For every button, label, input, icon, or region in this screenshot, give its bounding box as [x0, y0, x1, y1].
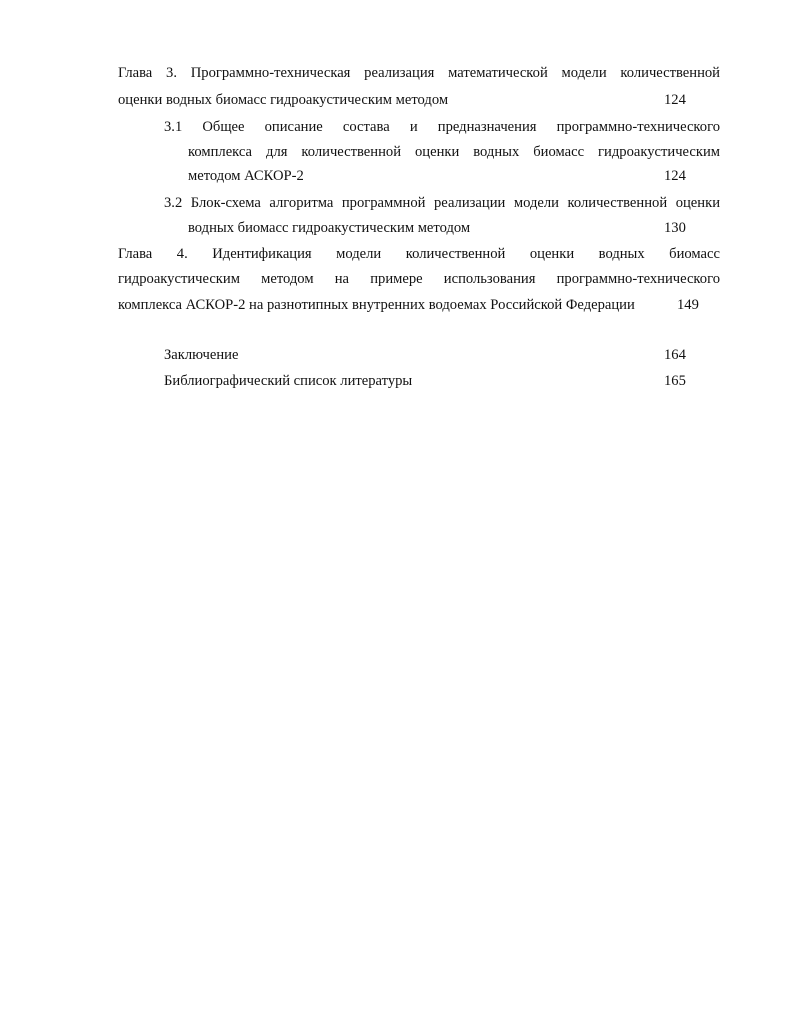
toc-chapter4-line2: гидроакустическим методом на примере использования программно-технического: [118, 271, 720, 287]
toc-section3-2-line2: водных биомасс гидроакустическим методом: [188, 220, 471, 236]
toc-section3-1-line1: 3.1 Общее описание состава и предназначения программно-технического: [164, 119, 720, 135]
toc-section3-1-line3: методом АСКОР-2: [188, 168, 304, 184]
toc-bibliography-label: Библиографический список литературы: [164, 373, 413, 389]
toc-section3-1-line2: комплекса для количественной оценки водных биомасс гидроакустическим: [188, 144, 720, 160]
toc-section3-2-line1: 3.2 Блок-схема алгоритма программной реализации модели количественной оценки: [164, 195, 720, 211]
toc-bibliography-page-number: 165: [664, 373, 686, 389]
toc-section3-2-page-number: 130: [664, 220, 686, 236]
toc-conclusion-page-number: 164: [664, 347, 686, 363]
toc-chapter4-line3: комплекса АСКОР-2 на разнотипных внутренних водоемах Российской Федерации: [118, 297, 635, 313]
toc-chapter4-line1: Глава 4. Идентификация модели количественной оценки водных биомасс: [118, 246, 720, 262]
toc-chapter4-page-number: 149: [677, 297, 699, 313]
toc-conclusion-label: Заключение: [164, 347, 239, 363]
toc-chapter3-line2: оценки водных биомасс гидроакустическим методом: [118, 92, 449, 108]
toc-chapter3-page-number: 124: [664, 92, 686, 108]
toc-section3-1-page-number: 124: [664, 168, 686, 184]
toc-chapter3-line1: Глава 3. Программно-техническая реализация математической модели количественной: [118, 65, 720, 81]
